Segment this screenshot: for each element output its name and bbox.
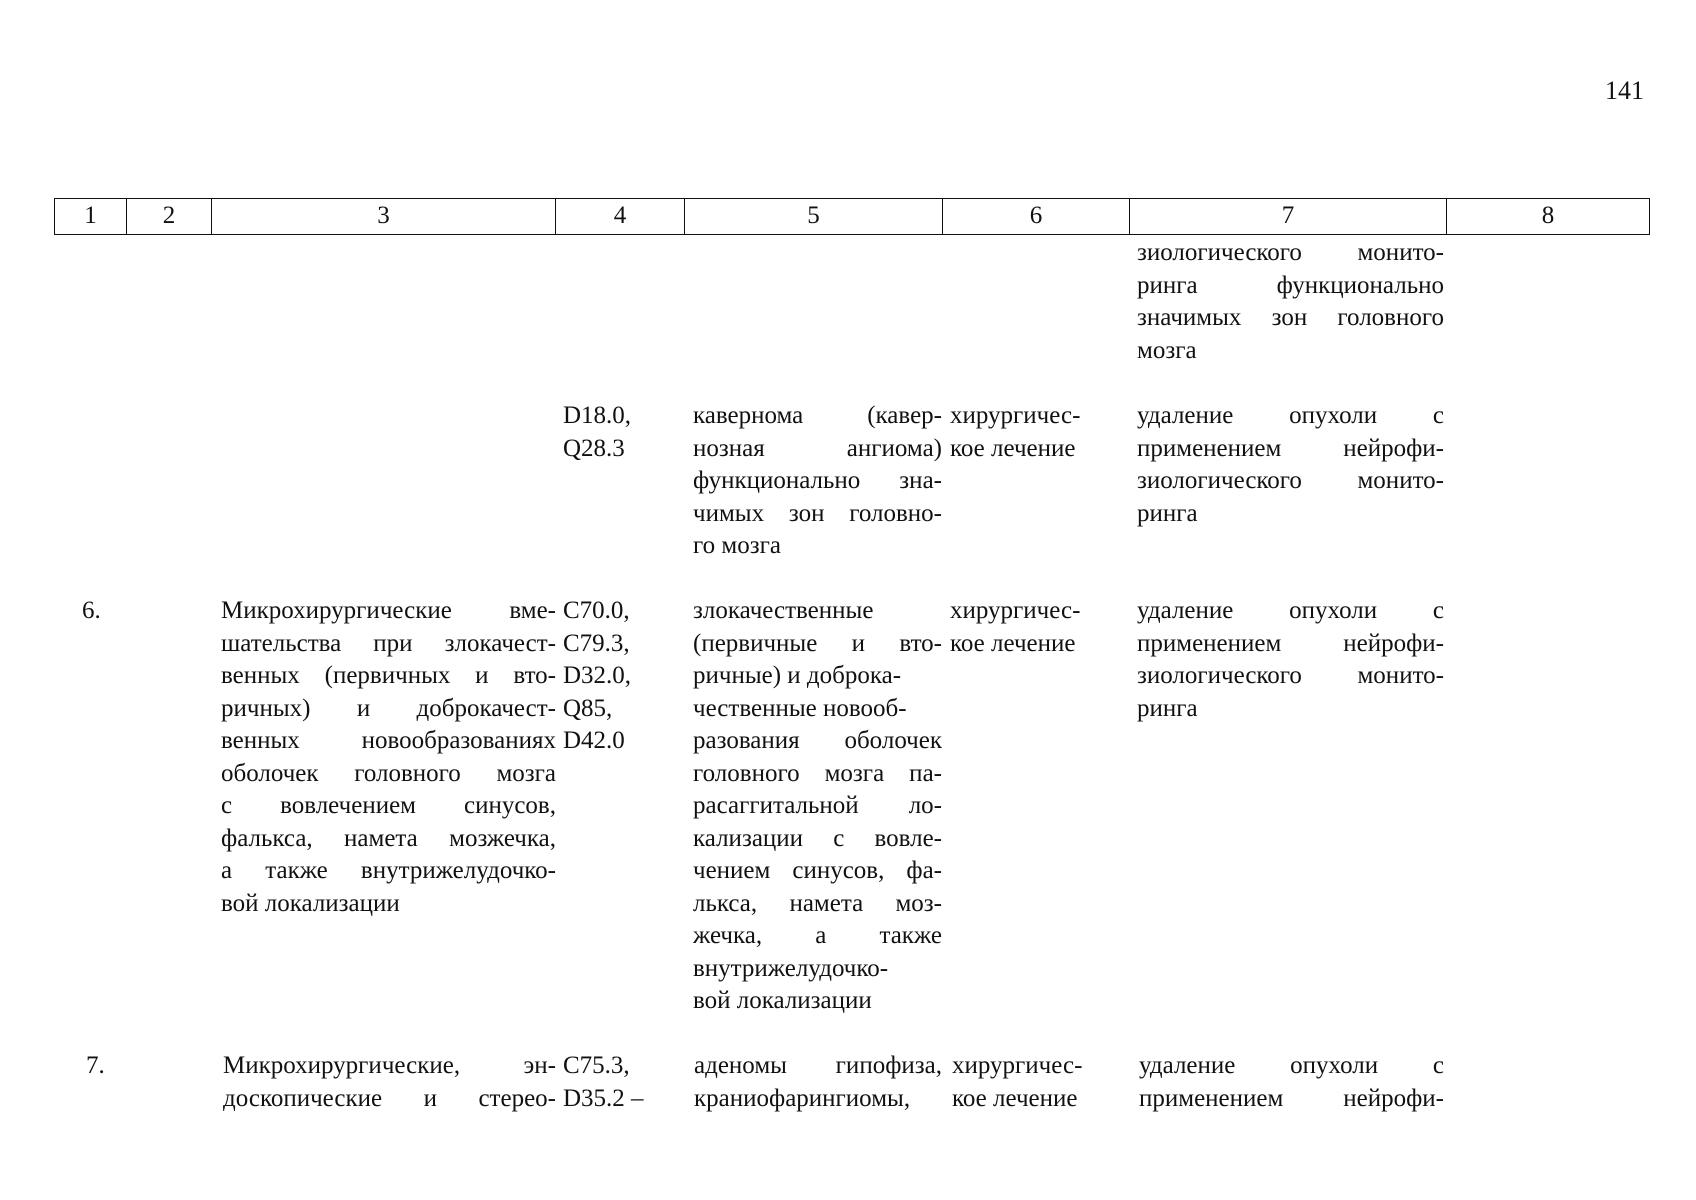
header-col-3: 3 <box>212 199 556 234</box>
header-col-2: 2 <box>127 199 212 234</box>
row2-col1-number: 6. <box>82 597 101 624</box>
header-col-6: 6 <box>943 199 1130 234</box>
row2-col6-treatment: хирургичес- кое лечение <box>950 597 1081 657</box>
header-col-7: 7 <box>1130 199 1447 234</box>
header-col-8: 8 <box>1541 202 1555 229</box>
row3-col1-number: 7. <box>86 1052 105 1079</box>
row1-col5-diagnosis: кавернома (кавер- нозная ангиома) функционально зна- чимых зон головно- го мозга <box>693 402 942 559</box>
row2-col4-codes: C70.0, C79.3, D32.0, Q85, D42.0 <box>563 597 632 754</box>
row3-col6-treatment: хирургичес- кое лечение <box>952 1052 1083 1112</box>
row3-col4-codes: C75.3, D35.2 – <box>563 1052 644 1112</box>
row3-col7-method: удаление опухоли с применением нейрофи- <box>1139 1052 1444 1112</box>
row3-col5-diagnosis: аденомы гипофиза, краниофарингиомы, <box>694 1052 942 1112</box>
row2-col5-diagnosis: злокачественные (первичные и вто- ричные) и доброка- чественные новооб- разования оболочек головного мозга па- расаггитальной ло- кализации с вовле- чением синусов, фа- лькса, намета моз- жечка, а также внутрижелудочко- вой локализации <box>693 597 942 1014</box>
row2-col7-method: удаление опухоли с применением нейрофи- зиологического монито- ринга <box>1137 597 1444 722</box>
header-col-4: 4 <box>556 199 685 234</box>
row1-col7-method: удаление опухоли с применением нейрофи- зиологического монито- ринга <box>1137 402 1444 527</box>
row1-col6-treatment: хирургичес- кое лечение <box>950 402 1081 462</box>
row2-col3-intervention: Микрохирургические вме- шательства при злокачест- венных (первичных и вто- ричных) и доброкачест- венных новообразованиях оболочек головного мозга с вовлечением синусов, фалькса, намета мозжечка, а также внутрижелудочко- вой локализации <box>221 597 556 917</box>
header-col-1: 1 <box>55 199 127 234</box>
row0-col7-text: зиологического монито- ринга функционально значимых зон головного мозга <box>1137 239 1444 364</box>
table-header-row <box>54 198 1650 235</box>
row3-col3-intervention: Микрохирургические, эн- доскопические и стерео- <box>223 1052 556 1112</box>
page-number: 141 <box>1605 76 1644 105</box>
header-col-5: 5 <box>685 199 943 234</box>
row1-col4-codes: D18.0, Q28.3 <box>563 402 632 462</box>
